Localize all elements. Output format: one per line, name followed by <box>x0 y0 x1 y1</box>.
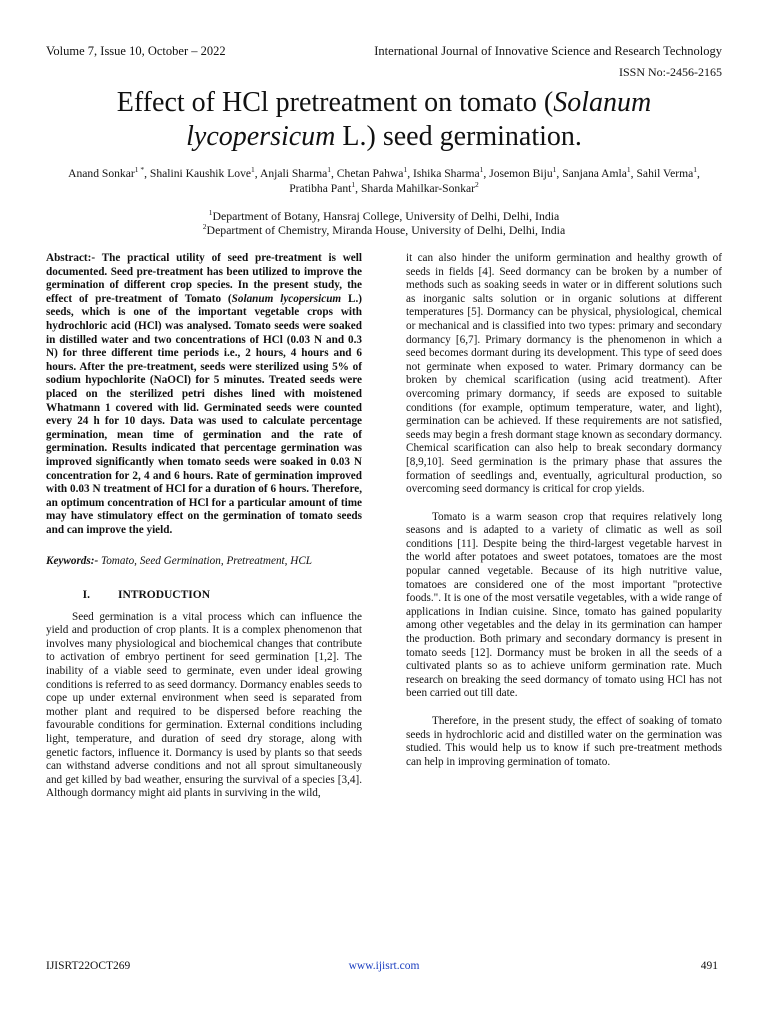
author-name: Anjali Sharma <box>259 167 328 180</box>
author-affiliation-mark: 1 <box>693 165 697 175</box>
author-affiliation-mark: 1 <box>552 165 557 175</box>
author-affiliation-mark: 1 <box>626 165 631 175</box>
affiliation-1 <box>60 209 708 223</box>
section-title: INTRODUCTION <box>118 589 211 602</box>
left-column <box>46 252 362 801</box>
issn: ISSN No:-2456-2165 <box>618 65 722 79</box>
abstract-species: Solanum lycopersicum <box>231 292 342 305</box>
abstract-text-1: The practical utility of seed pre-treatment is well documented. Seed pre-treatment has been utilized to improve the germination of different crop species. In the present study, the effect of pre-treatment of Tomato ( <box>46 252 362 305</box>
author-name: Sahil Verma <box>636 167 694 180</box>
author-affiliation-mark: 1 <box>327 165 331 175</box>
author <box>562 167 630 180</box>
paper-title <box>40 86 728 154</box>
affiliation-1-sup: 1 <box>208 208 213 218</box>
section-heading <box>46 589 362 603</box>
affiliation-2 <box>60 223 708 237</box>
author <box>68 167 144 180</box>
author <box>361 182 479 195</box>
section-number: I. <box>82 589 90 602</box>
author-name: Sanjana Amla <box>562 167 627 180</box>
abstract <box>46 252 362 537</box>
author <box>289 182 355 195</box>
author-affiliation-mark: 1 <box>351 180 356 190</box>
abstract-text-2: L.) seeds, which is one of the important vegetable crops with hydrochloric acid (HCl) was analysed. Tomato seeds were soaked in distilled water and two concentrations of HCl (0.03 N and 0.3 N) for three different time periods i.e., 2 hours, 4 hours and 6 hours. After the pre-treatment, seeds were sterilized using 5% of sodium hypochlorite (NaOCl) for 5 minutes. Treated seeds were placed on the sterilized petri dishes lined with moistened Whatmann 1 covered with lid. Germinated seeds were counted every 24 h for 10 days. Data was used to calculate percentage germination, mean time of germination and the rate of germination. Results indicated that percentage germination was improved significantly when tomato seeds were soaked in 0.03 N concentration for 2, 4 and 6 hours. Rate of germination improved with 0.03 N treatment of HCl for a duration of 6 hours. Therefore, an optimum concentration of HCl for a particular amount of time may have stimulatory effect on the germination of tomato seeds and can improve the yield. <box>46 292 363 536</box>
author-name: Shalini Kaushik Love <box>149 167 252 180</box>
author <box>489 167 556 180</box>
keywords <box>46 555 362 569</box>
paper-code: IJISRT22OCT269 <box>46 960 131 972</box>
author <box>150 167 255 180</box>
keywords-label: Keywords:- <box>46 555 99 568</box>
author-affiliation-mark: 1 <box>479 165 484 175</box>
title-part-2: L.) seed germination. <box>335 121 582 152</box>
affiliation-1-text: Department of Botany, Hansraj College, University of Delhi, Delhi, India <box>212 209 560 223</box>
affiliation-2-sup: 2 <box>202 222 207 232</box>
author-name: Josemon Biju <box>489 167 553 180</box>
author-name: Ishika Sharma <box>413 167 480 180</box>
volume-issue: Volume 7, Issue 10, October – 2022 <box>46 44 226 58</box>
title-part-1: Effect of HCl pretreatment on tomato ( <box>116 87 554 118</box>
journal-url[interactable]: www.ijisrt.com <box>348 960 420 972</box>
intro-paragraph-1: Seed germination is a vital process which can influence the yield and production of crop plants. It is a complex phenomenon that involves many physiological and biochemical changes that contribute to activation of embryo pertinent for seed germination [1,2]. The inability of a viable seed to germinate, even under ideal growing conditions is referred to as seed dormancy. Dormancy enables seeds to cope up under external environment when seed is separated from mother plant and required to be dispersed before reaching the favourable conditions for germination. External conditions including light, temperature, and duration of seed dry storage, along with genetic factors, influence it. Dormancy is used by plants so that seeds can withstand adverse conditions and not all sprout simultaneously and get killed by bad weather, ensuring the survival of a species [3,4]. Although dormancy might aid plants in surviving in the wild, <box>46 610 362 800</box>
intro-paragraph-study: Therefore, in the present study, the effect of soaking of tomato seeds in hydrochloric acid and distilled water on the germination was studied. This would help us to know if such pre-treatment methods can help in improving germination of tomato. <box>406 715 722 768</box>
intro-paragraph-continued: it can also hinder the uniform germination and healthy growth of seeds in fields [4]. Seed dormancy can be broken by a number of methods such as soaking seeds in water or in different solutions such as inorganic salts solution or in organic solutions at different temperatures [5]. Dormancy can be physical, physiological, chemical or mechanical and is classified into two types: primary and secondary dormancy [6,7]. Primary dormancy is the phenomenon in which a seed becomes dormant during its development. This type of seed does not germinate when exposed to water. Primary dormancy can be broken by chemical scarification (using acid treatment). After overcoming primary dormancy, if seeds are exposed to suitable conditions (for example, optimum temperature, water, and light), germination can be achieved. If these requirements are not satisfied, seeds may begin a fresh dormant stage known as secondary dormancy. Chemical scarification can also help to break secondary dormancy [8,9,10]. Seed germination is the primary phase that assures the formation of seedlings and, eventually, agricultural production, so overcoming seed dormancy is critical for crop yields. <box>406 252 722 496</box>
author-name: Sharda Mahilkar-Sonkar <box>360 182 476 195</box>
title-species: Solanum lycopersicum <box>186 87 652 152</box>
right-column <box>406 252 722 769</box>
author <box>636 167 697 180</box>
keywords-text: Tomato, Seed Germination, Pretreatment, HCL <box>98 555 312 568</box>
author-name: Pratibha Pant <box>289 182 352 195</box>
author-affiliation-mark: 2 <box>475 180 479 190</box>
author-name: Anand Sonkar <box>68 167 135 180</box>
author <box>337 167 407 180</box>
intro-paragraph-tomato: Tomato is a warm season crop that requires relatively long seasons and is adapted to a variety of climatic as well as soil conditions [11]. Despite being the third-largest vegetable harvest in the world after potatoes and sweet potatoes, tomatoes are the most popular canned vegetable. Because of its high nutritive value, tomatoes are considered one of the most important "protective foods.". It is one of the most versatile vegetables, with a wide range of applications in Indian cuisine. Since, tomato has gained popularity among other vegetables and the delay in its germination can hamper the production. Both primary and secondary dormancy is present in tomato seeds [12]. Dormancy must be broken in all the seeds of a cultivated plants so as to achieve uniform germination rate. Much research on breaking the seed dormancy of tomato using HCl has not been carried out till date. <box>406 510 722 700</box>
abstract-label: Abstract:- <box>46 252 96 264</box>
author-name: Chetan Pahwa <box>336 167 404 180</box>
author <box>413 167 483 180</box>
affiliation-2-text: Department of Chemistry, Miranda House, University of Delhi, Delhi, India <box>206 223 566 237</box>
author-list: Anand Sonkar$^{1 *}$, Shalini Kaushik Love$^1$, Anjali Sharma$^1$, Chetan Pahwa$^1$, Ishika Sharma$^1$, Josemon Biju$^1$, Sanjana Amla$^1$, Sahil Verma$^1$, Pratibha Pant$^1$, Sharda Mahilkar-Sonkar$^2$ <box>68 165 700 195</box>
page-number: 491 <box>700 960 718 972</box>
author <box>260 167 331 180</box>
author-affiliation-mark: 1 * <box>134 165 145 175</box>
author-affiliation-mark: 1 <box>403 165 408 175</box>
journal-name: International Journal of Innovative Science and Research Technology <box>374 44 722 58</box>
author-affiliation-mark: 1 <box>251 165 255 175</box>
